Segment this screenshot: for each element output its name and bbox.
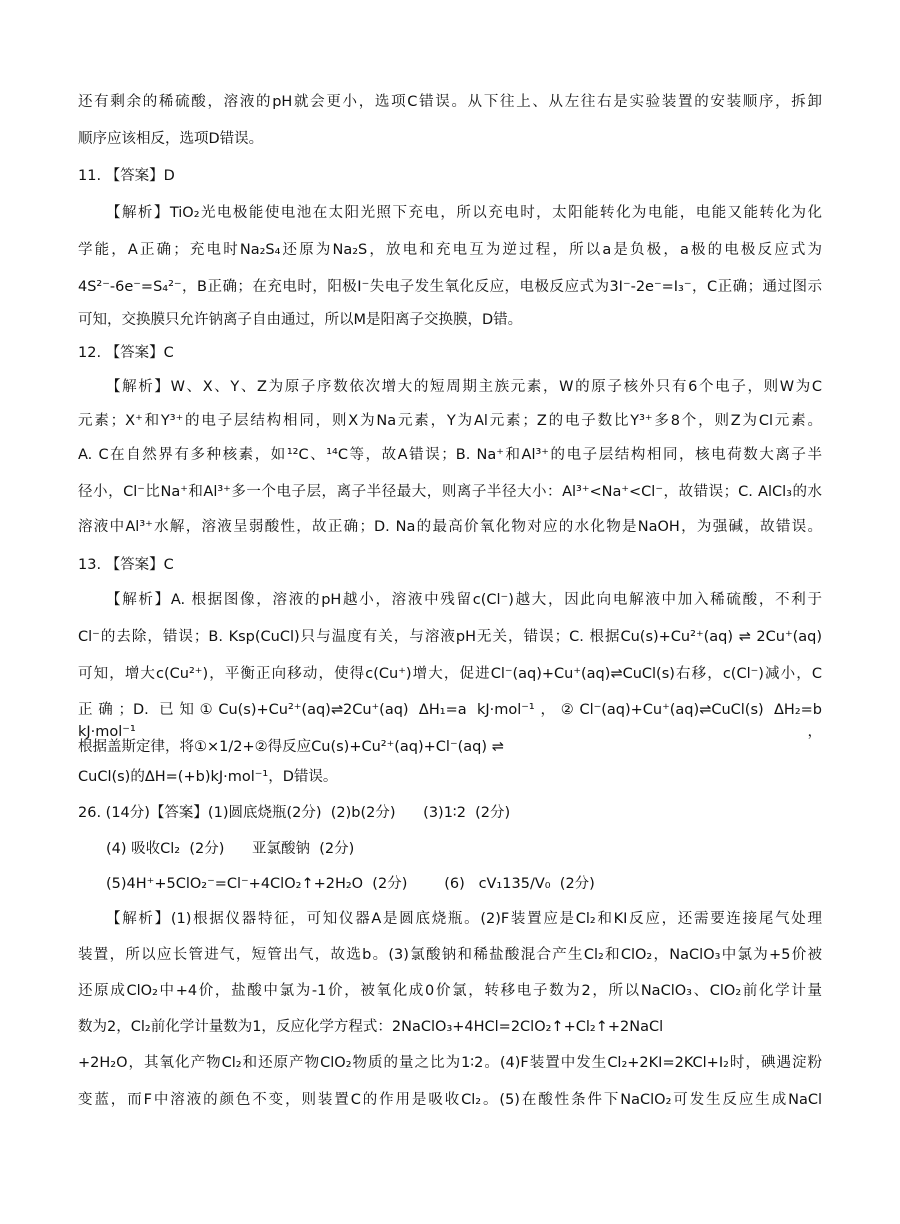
text-line: 变蓝，而F中溶液的颜色不变，则装置C的作用是吸收Cl₂。(5)在酸性条件下NaClO₂可发生反应生成NaCl [78, 1092, 822, 1108]
text-line: A. C在自然界有多种核素，如¹²C、¹⁴C等，故A错误；B. Na⁺和Al³⁺的电子层结构相同，核电荷数大离子半 [78, 447, 822, 463]
text-line: 还原成ClO₂中+4价，盐酸中氯为-1价，被氧化成0价氯，转移电子数为2，所以NaClO₃、ClO₂前化学计量 [78, 983, 822, 999]
text-line: 径小，Cl⁻比Na⁺和Al³⁺多一个电子层，离子半径最大，则离子半径大小：Al³⁺<Na⁺<Cl⁻，故错误；C. AlCl₃的水 [78, 484, 822, 500]
answer-heading-11: 11. 【答案】D [78, 168, 175, 184]
text-line: 还有剩余的稀硫酸，溶液的pH就会更小，选项C错误。从下往上、从左往右是实验装置的安装顺序，拆卸 [78, 94, 822, 110]
text-line: 可知，交换膜只允许钠离子自由通过，所以M是阳离子交换膜，D错。 [78, 312, 523, 328]
analysis-line: 【解析】W、X、Y、Z为原子序数依次增大的短周期主族元素，W的原子核外只有6个电子，则W为C [106, 379, 822, 395]
text-line: 4S²⁻-6e⁻=S₄²⁻，B正确；在充电时，阳极I⁻失电子发生氧化反应，电极反应式为3I⁻-2e⁻=I₃⁻，C正确；通过图示 [78, 279, 822, 295]
text-line: Cl⁻的去除，错误；B. Ksp(CuCl)只与温度有关，与溶液pH无关，错误；C. 根据Cu(s)+Cu²⁺(aq) ⇌ 2Cu⁺(aq) [78, 629, 822, 645]
text-line: 可知，增大c(Cu²⁺)，平衡正向移动，使得c(Cu⁺)增大，促进Cl⁻(aq)+Cu⁺(aq)⇌CuCl(s)右移，c(Cl⁻)减小，C [78, 666, 822, 682]
text-line: 装置，所以应长管进气，短管出气，故选b。(3)氯酸钠和稀盐酸混合产生Cl₂和ClO₂，NaClO₃中氯为+5价被 [78, 947, 822, 963]
text-line: 学能，A正确；充电时Na₂S₄还原为Na₂S，放电和充电互为逆过程，所以a是负极，a极的电极反应式为 [78, 242, 822, 258]
text-line: 溶液中Al³⁺水解，溶液呈弱酸性，故正确；D. Na的最高价氧化物对应的水化物是NaOH，为强碱，故错误。 [78, 519, 822, 535]
text-line: 顺序应该相反，选项D错误。 [78, 131, 264, 147]
analysis-line: 【解析】TiO₂光电极能使电池在太阳光照下充电，所以充电时，太阳能转化为电能，电能又能转化为化 [106, 205, 822, 221]
answer-heading-26: 26. (14分)【答案】(1)圆底烧瓶(2分) (2)b(2分) (3)1∶2 (2分) [78, 805, 511, 821]
answer-heading-12: 12. 【答案】C [78, 345, 174, 361]
analysis-line: 【解析】A. 根据图像，溶液的pH越小，溶液中残留c(Cl⁻)越大，因此向电解液中加入稀硫酸，不利于 [106, 592, 822, 608]
text-line: 正确；D. 已知①Cu(s)+Cu²⁺(aq)⇌2Cu⁺(aq) ΔH₁=a kJ·mol⁻¹，②Cl⁻(aq)+Cu⁺(aq)⇌CuCl(s) ΔH₂=b kJ·mol⁻¹， [78, 702, 822, 740]
text-line: CuCl(s)的ΔH=(+b)kJ·mol⁻¹，D错误。 [78, 769, 338, 785]
text-line: 元素；X⁺和Y³⁺的电子层结构相同，则X为Na元素，Y为Al元素；Z的电子数比Y³⁺多8个，则Z为Cl元素。 [78, 413, 822, 429]
text-line: 数为2，Cl₂前化学计量数为1，反应化学方程式：2NaClO₃+4HCl=2ClO₂↑+Cl₂↑+2NaCl [78, 1019, 664, 1035]
text-line: 根据盖斯定律，将①×1/2+②得反应Cu(s)+Cu²⁺(aq)+Cl⁻(aq) ⇌ [78, 739, 504, 755]
answer-line: (5)4H⁺+5ClO₂⁻=Cl⁻+4ClO₂↑+2H₂O (2分) (6) cV₁135/V₀ (2分) [106, 876, 595, 892]
analysis-line: 【解析】(1)根据仪器特征，可知仪器A是圆底烧瓶。(2)F装置应是Cl₂和KI反应，还需要连接尾气处理 [106, 911, 822, 927]
answer-line: (4) 吸收Cl₂ (2分) 亚氯酸钠 (2分) [106, 841, 355, 857]
answer-heading-13: 13. 【答案】C [78, 557, 174, 573]
text-line: +2H₂O，其氧化产物Cl₂和还原产物ClO₂物质的量之比为1∶2。(4)F装置中发生Cl₂+2KI=2KCl+I₂时，碘遇淀粉 [78, 1055, 822, 1071]
